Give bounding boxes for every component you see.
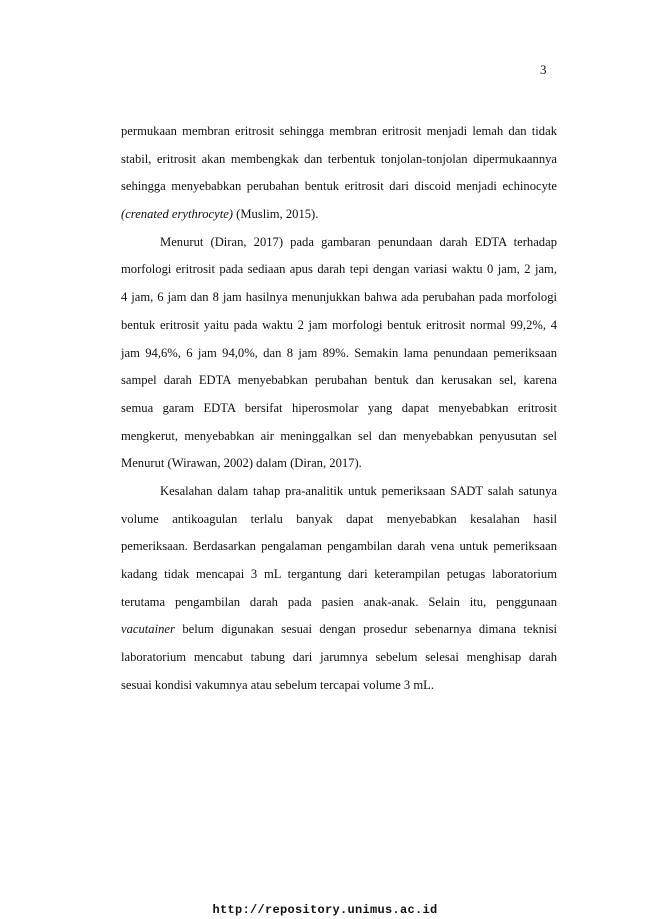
text-line (121, 256, 557, 284)
text-line (121, 644, 557, 672)
footer-url[interactable]: http://repository.unimus.ac.id (212, 903, 438, 917)
text-line (121, 589, 557, 617)
text-line (121, 478, 557, 506)
body-text (121, 118, 557, 699)
text-line (121, 506, 557, 534)
text-segment: terutama pengambilan darah pada pasien anak-anak. Selain itu, penggunaan (121, 594, 557, 609)
text-segment: pemeriksaan. Berdasarkan pengalaman pengambilan darah vena untuk pemeriksaan (121, 539, 557, 554)
page-number: 3 (540, 62, 547, 77)
text-segment: stabil, eritrosit akan membengkak dan terbentuk tonjolan-tonjolan dipermukaannya (121, 151, 557, 166)
text-line (121, 533, 557, 561)
text-line (121, 616, 557, 644)
text-line (121, 367, 557, 395)
text-segment: jam 94,6%, 6 jam 94,0%, dan 8 jam 89%. Semakin lama penundaan pemeriksaan (121, 345, 557, 360)
text-line (121, 284, 557, 312)
text-line (121, 561, 557, 589)
paragraph (121, 478, 557, 700)
italic-term: vacutainer (121, 622, 175, 637)
text-line (121, 312, 557, 340)
text-segment: permukaan membran eritrosit sehingga membran eritrosit menjadi lemah dan tidak (121, 124, 557, 138)
text-segment: morfologi eritrosit pada sediaan apus darah tepi dengan variasi waktu 0 jam, 2 jam, (121, 262, 557, 277)
text-segment: volume antikoagulan terlalu banyak dapat menyebabkan kesalahan hasil (121, 511, 557, 526)
text-line (121, 201, 557, 229)
text-line (121, 450, 557, 478)
text-line (121, 146, 557, 174)
text-line (121, 229, 557, 257)
text-line (121, 173, 557, 201)
text-segment: laboratorium mencabut tabung dari jarumnya sebelum selesai menghisap darah (121, 650, 557, 665)
text-segment: mengkerut, menyebabkan air meninggalkan sel dan menyebabkan penyusutan sel (121, 428, 557, 443)
italic-term: (crenated erythrocyte) (121, 207, 234, 222)
text-line (121, 672, 557, 700)
text-segment: sehingga menyebabkan perubahan bentuk eritrosit dari discoid menjadi echinocyte (121, 179, 557, 194)
text-line (121, 340, 557, 368)
paragraph (121, 118, 557, 229)
text-segment: 4 jam, 6 jam dan 8 jam hasilnya menunjukkan bahwa ada perubahan pada morfologi (121, 290, 557, 305)
text-segment: belum digunakan sesuai dengan prosedur sebenarnya dimana teknisi (174, 622, 557, 637)
text-segment: semua garam EDTA bersifat hiperosmolar yang dapat menyebabkan eritrosit (121, 400, 557, 415)
text-line (121, 395, 557, 423)
text-segment: kadang tidak mencapai 3 mL tergantung dari keterampilan petugas laboratorium (121, 567, 557, 581)
text-segment: Menurut (Diran, 2017) pada gambaran penundaan darah EDTA terhadap (160, 234, 557, 249)
text-segment: (Muslim, 2015). (233, 207, 319, 222)
text-segment: Menurut (Wirawan, 2002) dalam (Diran, 2017). (121, 456, 362, 471)
text-segment: bentuk eritrosit yaitu pada waktu 2 jam morfologi bentuk eritrosit normal 99,2%, 4 (121, 317, 557, 332)
text-segment: sesuai kondisi vakumnya atau sebelum tercapai volume 3 mL. (121, 677, 435, 692)
text-line (121, 423, 557, 451)
text-segment: Kesalahan dalam tahap pra-analitik untuk pemeriksaan SADT salah satunya (160, 483, 557, 498)
paragraph (121, 229, 557, 478)
text-line (121, 118, 557, 146)
text-segment: sampel darah EDTA menyebabkan perubahan bentuk dan kerusakan sel, karena (121, 373, 557, 388)
